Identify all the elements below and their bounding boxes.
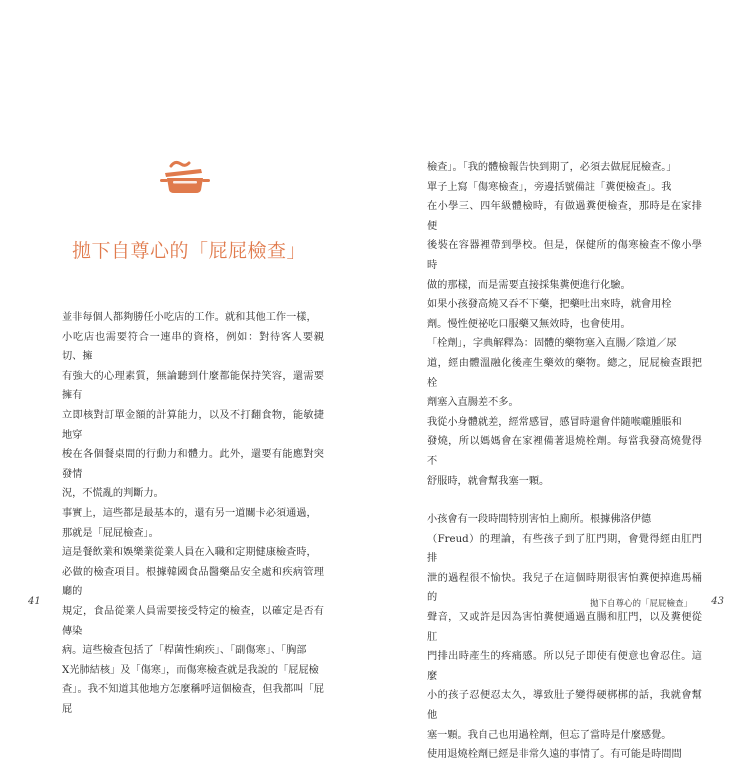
paragraph: 並非每個人都夠勝任小吃店的工作。就和其他工作一樣， 小吃店也需要符合一連串的資格，例如：對待客人要親切、擁 有強大的心理素質，無論聽到什麼都能保持笑容，還需要擁有 立即核對訂單金額的計算能力，以及不打翻食物，能敏捷地穿 梭在各個餐桌間的行動力和體力。此外，還要有能應對突發情 況，不慌亂的判斷力。	[62, 312, 324, 500]
section-break	[427, 491, 702, 510]
running-head: 拋下自尊心的「屁屁檢查」	[589, 599, 692, 609]
page-number-left: 41	[28, 596, 41, 607]
right-page	[375, 0, 750, 761]
paragraph: 「栓劑」，字典解釋為：固體的藥物塞入直腸／陰道／尿 道，經由體溫融化後產生藥效的藥物。總之，屁屁檢查跟把栓 劑塞入直腸差不多。	[427, 338, 702, 409]
page-number-right: 43	[711, 596, 724, 607]
paragraph: 小孩會有一段時間特別害怕上廁所。根據佛洛伊德 （Freud）的理論，有些孩子到了肛門期，會覺得經由肛門排 泄的過程很不愉快。我兒子在這個時期很害怕糞便掉進馬桶的 聲音，又或許是因為害怕糞便通過直腸和肛門，以及糞便從肛 門排出時產生的疼痛感。所以兒子即使有便意也會忍住。這麼 小的孩子忍便忍太久，導致肚子變得硬梆梆的話，我就會幫他 塞一顆。我自己也用過栓劑，但忘了當時是什麼感覺。	[427, 514, 702, 741]
chapter-title: 拋下自尊心的「屁屁檢查」	[72, 240, 307, 262]
left-page	[0, 0, 375, 750]
paragraph: 事實上，這些都是最基本的，還有另一道關卡必須通過， 那就是「屁屁檢查」。	[62, 507, 317, 539]
paragraph: 檢查」。「我的體檢報告快到期了，必須去做屁屁檢查。」	[427, 162, 677, 173]
left-body-text	[62, 308, 324, 719]
paragraph: 我從小身體就差，經常感冒，感冒時還會伴隨喉嚨腫脹和 發燒，所以媽媽會在家裡備著退燒栓劑。每當我發高燒覺得不 舒服時，就會幫我塞一顆。	[427, 416, 702, 487]
right-body-text	[427, 158, 702, 765]
paragraph: 如果小孩發高燒又吞不下藥，把藥吐出來時，就會用栓 劑。慢性便祕吃口服藥又無效時，也會使用。	[427, 299, 672, 330]
paragraph: 這是餐飲業和娛樂業從業人員在入職和定期健康檢查時， 必做的檢查項目。根據韓國食品醫藥品安全處和疾病管理廳的 規定，食品從業人員需要接受特定的檢查，以確定是否有傳染 病。這些檢查包括了「桿菌性痢疾」、「副傷寒」、「胸部 X光肺結核」及「傷寒」，而傷寒檢查就是我說的「屁屁檢 查」。我不知道其他地方怎麼稱呼這個檢查，但我都叫「屁屁	[62, 547, 324, 715]
paragraph: 使用退燒栓劑已經是非常久遠的事情了。有可能是時間間	[427, 749, 682, 761]
paragraph: 單子上寫「傷寒檢查」，旁邊括號備註「糞便檢查」。我 在小學三、四年級體檢時，有做過糞便檢查，那時是在家排便 後裝在容器裡帶到學校。但是，保健所的傷寒檢查不像小學時 做的那樣，而是需要直接採集糞便進行化驗。	[427, 181, 702, 291]
cooking-pot-icon	[155, 160, 213, 194]
